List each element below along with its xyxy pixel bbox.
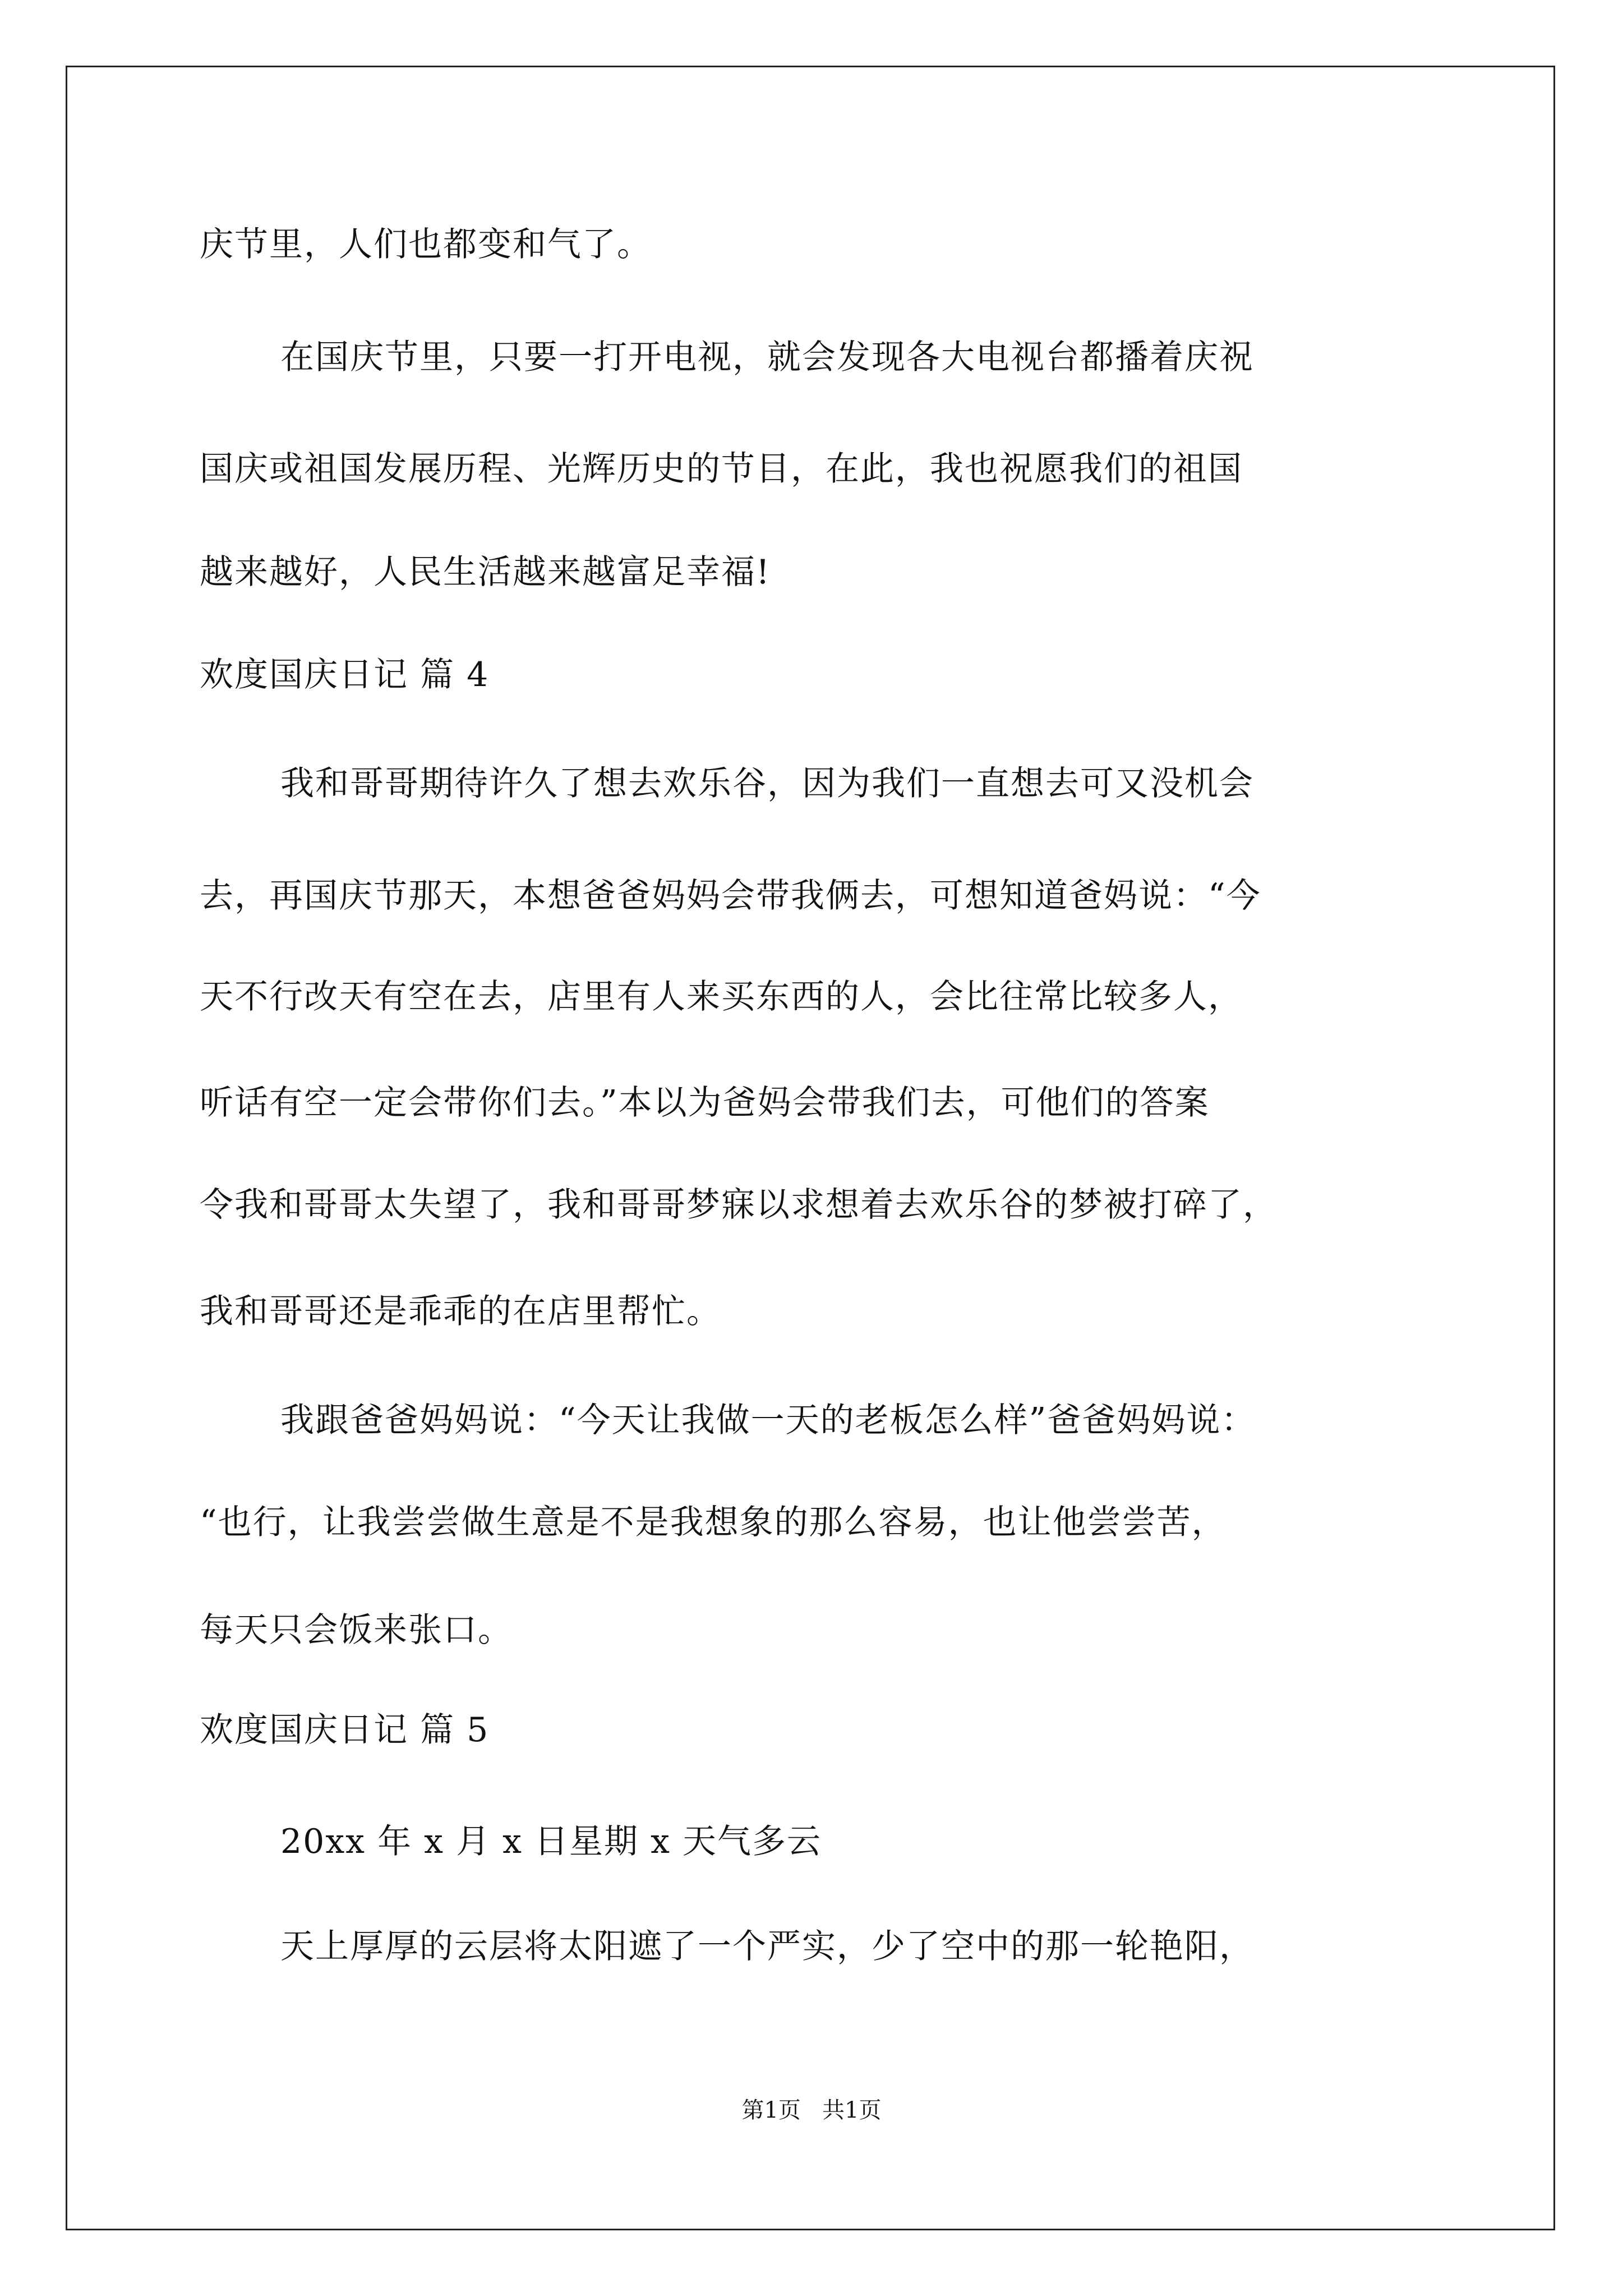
paragraph-line: 我和哥哥还是乖乖的在店里帮忙。 bbox=[200, 1292, 721, 1331]
section-heading-4: 欢度国庆日记 篇 4 bbox=[200, 655, 490, 694]
page-footer: 第1页 共1页 bbox=[741, 2097, 882, 2123]
paragraph-line: 国庆或祖国发展历程、光辉历史的节目，在此，我也祝愿我们的祖国 bbox=[200, 449, 1243, 489]
paragraph-line: 听话有空一定会带你们去。”本以为爸妈会带我们去，可他们的答案 bbox=[200, 1083, 1210, 1122]
paragraph-line: 每天只会饭来张口。 bbox=[200, 1611, 513, 1650]
body-line-continuation: 庆节里，人们也都变和气了。 bbox=[200, 225, 652, 264]
section-heading-5: 欢度国庆日记 篇 5 bbox=[200, 1710, 490, 1750]
paragraph-line: 去，再国庆节那天，本想爸爸妈妈会带我俩去，可想知道爸妈说：“今 bbox=[200, 876, 1261, 915]
paragraph-line: 在国庆节里，只要一打开电视，就会发现各大电视台都播着庆祝 bbox=[280, 338, 1254, 377]
paragraph-line: 天上厚厚的云层将太阳遮了一个严实，少了空中的那一轮艳阳， bbox=[280, 1927, 1254, 1966]
paragraph-line: 我跟爸爸妈妈说：“今天让我做一天的老板怎么样”爸爸妈妈说： bbox=[280, 1401, 1256, 1440]
paragraph-line: 我和哥哥期待许久了想去欢乐谷，因为我们一直想去可又没机会 bbox=[280, 764, 1254, 803]
diary-date-line: 20xx 年 x 月 x 日星期 x 天气多云 bbox=[280, 1822, 822, 1861]
paragraph-line: 天不行改天有空在去，店里有人来买东西的人，会比往常比较多人， bbox=[200, 977, 1243, 1016]
paragraph-line: 令我和哥哥太失望了，我和哥哥梦寐以求想着去欢乐谷的梦被打碎了， bbox=[200, 1185, 1278, 1225]
paragraph-line: “也行，让我尝尝做生意是不是我想象的那么容易，也让他尝尝苦， bbox=[200, 1503, 1227, 1542]
paragraph-line: 越来越好，人民生活越来越富足幸福! bbox=[200, 553, 771, 592]
page-border bbox=[66, 66, 1555, 2230]
